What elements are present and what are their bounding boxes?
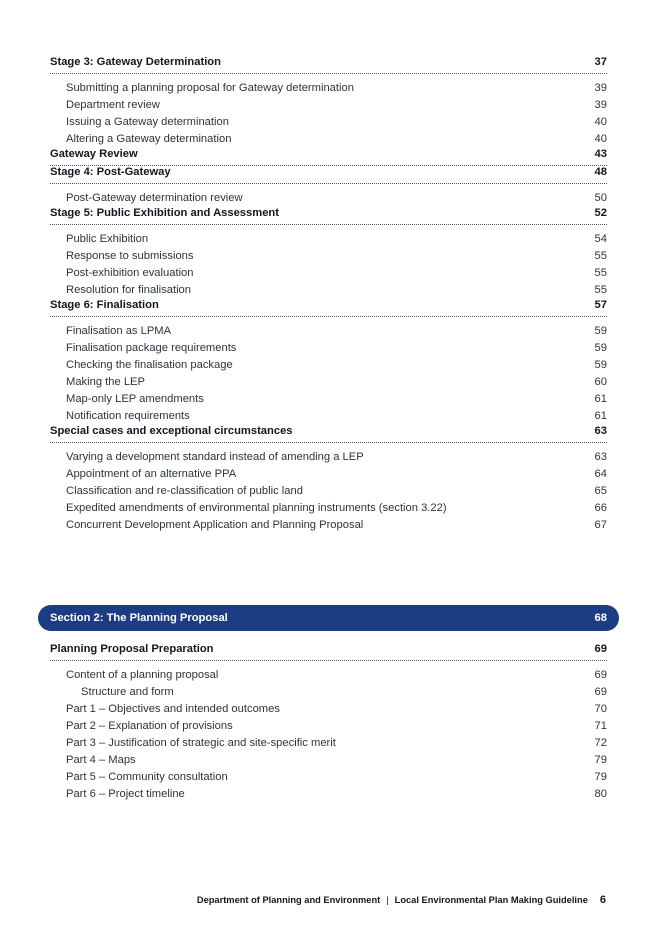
toc-entry-list — [50, 443, 607, 534]
toc-entry-page: 55 — [594, 250, 607, 262]
table-of-contents-part-1 — [50, 56, 607, 534]
toc-entry[interactable] — [50, 718, 607, 735]
toc-entry-page: 66 — [594, 502, 607, 514]
toc-entry-title: Finalisation as LPMA — [66, 325, 172, 337]
toc-entry-title: Making the LEP — [66, 376, 145, 388]
toc-entry-title: Structure and form — [81, 686, 174, 698]
toc-section-title: Stage 6: Finalisation — [50, 299, 159, 311]
toc-entry-page: 80 — [594, 788, 607, 800]
toc-entry-title: Response to submissions — [66, 250, 194, 262]
toc-entry[interactable] — [50, 500, 607, 517]
toc-entry-page: 59 — [594, 359, 607, 371]
toc-section-title: Special cases and exceptional circumstances — [50, 425, 293, 437]
toc-entry[interactable] — [50, 701, 607, 718]
toc-entry[interactable] — [50, 752, 607, 769]
toc-section-page: 63 — [594, 425, 607, 437]
toc-section — [50, 425, 607, 534]
toc-entry-title: Notification requirements — [66, 410, 190, 422]
toc-entry-title: Part 1 – Objectives and intended outcomes — [66, 703, 280, 715]
toc-entry-title: Checking the finalisation package — [66, 359, 233, 371]
toc-entry-title: Issuing a Gateway determination — [66, 116, 229, 128]
toc-entry-title: Post-exhibition evaluation — [66, 267, 194, 279]
toc-entry[interactable] — [50, 735, 607, 752]
toc-section-page: 48 — [594, 166, 607, 178]
toc-section-heading[interactable] — [50, 148, 607, 166]
toc-entry[interactable] — [50, 231, 607, 248]
toc-section — [50, 299, 607, 425]
toc-entry-page: 63 — [594, 451, 607, 463]
toc-entry-page: 69 — [594, 686, 607, 698]
toc-entry-page: 40 — [594, 116, 607, 128]
toc-entry-title: Expedited amendments of environmental planning instruments (section 3.22) — [66, 502, 447, 514]
toc-entry-title: Varying a development standard instead of amending a LEP — [66, 451, 364, 463]
toc-entry-title: Submitting a planning proposal for Gateway determination — [66, 82, 354, 94]
toc-entry-title: Content of a planning proposal — [66, 669, 219, 681]
toc-entry[interactable] — [50, 114, 607, 131]
toc-entry-page: 59 — [594, 342, 607, 354]
toc-entry-page: 59 — [594, 325, 607, 337]
toc-section-heading[interactable] — [50, 207, 607, 225]
toc-entry[interactable] — [50, 483, 607, 500]
toc-section-heading[interactable] — [50, 425, 607, 443]
toc-section — [50, 148, 607, 166]
toc-entry-title: Public Exhibition — [66, 233, 149, 245]
toc-section-title: Planning Proposal Preparation — [50, 643, 214, 655]
toc-section-page: 52 — [594, 207, 607, 219]
toc-entry[interactable] — [50, 323, 607, 340]
toc-section-heading[interactable] — [50, 299, 607, 317]
toc-entry-title: Part 5 – Community consultation — [66, 771, 228, 783]
table-of-contents-part-2 — [50, 643, 607, 803]
toc-entry-page: 64 — [594, 468, 607, 480]
toc-section — [50, 207, 607, 299]
toc-entry[interactable] — [50, 408, 607, 425]
toc-entry-list — [50, 661, 607, 803]
toc-entry-title: Map-only LEP amendments — [66, 393, 204, 405]
toc-entry-page: 65 — [594, 485, 607, 497]
toc-entry-page: 40 — [594, 133, 607, 145]
toc-entry[interactable] — [50, 684, 607, 701]
toc-entry[interactable] — [50, 667, 607, 684]
section-banner-title: Section 2: The Planning Proposal — [50, 612, 228, 624]
toc-section — [50, 643, 607, 803]
toc-entry[interactable] — [50, 97, 607, 114]
toc-entry-title: Resolution for finalisation — [66, 284, 191, 296]
toc-entry-page: 70 — [594, 703, 607, 715]
toc-entry-page: 69 — [594, 669, 607, 681]
toc-section-page: 57 — [594, 299, 607, 311]
footer-page-number: 6 — [599, 894, 606, 906]
section-banner[interactable] — [38, 605, 619, 631]
toc-section-page: 43 — [594, 148, 607, 160]
toc-entry-page: 79 — [594, 754, 607, 766]
toc-section-page: 37 — [594, 56, 607, 68]
toc-section-heading[interactable] — [50, 56, 607, 74]
toc-entry-title: Finalisation package requirements — [66, 342, 237, 354]
toc-section-title: Stage 3: Gateway Determination — [50, 56, 221, 68]
toc-entry-page: 54 — [594, 233, 607, 245]
toc-entry[interactable] — [50, 391, 607, 408]
toc-entry-page: 79 — [594, 771, 607, 783]
toc-entry-page: 55 — [594, 267, 607, 279]
section-banner-page: 68 — [594, 612, 607, 624]
toc-entry[interactable] — [50, 466, 607, 483]
toc-section-heading[interactable] — [50, 643, 607, 661]
toc-entry-title: Concurrent Development Application and Planning Proposal — [66, 519, 364, 531]
toc-section-heading[interactable] — [50, 166, 607, 184]
toc-entry[interactable] — [50, 786, 607, 803]
toc-entry[interactable] — [50, 517, 607, 534]
toc-entry-page: 39 — [594, 82, 607, 94]
toc-entry-list — [50, 74, 607, 148]
toc-entry[interactable] — [50, 131, 607, 148]
toc-entry[interactable] — [50, 80, 607, 97]
toc-entry[interactable] — [50, 190, 607, 207]
toc-entry-title: Altering a Gateway determination — [66, 133, 232, 145]
toc-entry-list — [50, 225, 607, 299]
toc-entry-page: 55 — [594, 284, 607, 296]
toc-entry-title: Classification and re-classification of public land — [66, 485, 303, 497]
toc-entry-page: 50 — [594, 192, 607, 204]
toc-entry[interactable] — [50, 449, 607, 466]
toc-entry-page: 61 — [594, 410, 607, 422]
toc-entry[interactable] — [50, 769, 607, 786]
toc-entry-title: Department review — [66, 99, 160, 111]
toc-section-title: Stage 5: Public Exhibition and Assessment — [50, 207, 279, 219]
toc-entry-title: Part 4 – Maps — [66, 754, 136, 766]
toc-entry[interactable] — [50, 265, 607, 282]
toc-entry[interactable] — [50, 357, 607, 374]
toc-entry[interactable] — [50, 374, 607, 391]
footer-guideline-title: Local Environmental Plan Making Guideline — [394, 895, 588, 905]
toc-entry[interactable] — [50, 248, 607, 265]
toc-section — [50, 56, 607, 148]
toc-entry-page: 60 — [594, 376, 607, 388]
toc-entry-page: 72 — [594, 737, 607, 749]
toc-section-page: 69 — [594, 643, 607, 655]
toc-entry-page: 67 — [594, 519, 607, 531]
toc-entry-title: Appointment of an alternative PPA — [66, 468, 237, 480]
toc-entry-list — [50, 317, 607, 425]
toc-section-title: Stage 4: Post-Gateway — [50, 166, 171, 178]
toc-entry-title: Part 6 – Project timeline — [66, 788, 185, 800]
toc-section-title: Gateway Review — [50, 148, 138, 160]
toc-entry-title: Post-Gateway determination review — [66, 192, 243, 204]
toc-entry-page: 61 — [594, 393, 607, 405]
toc-entry[interactable] — [50, 282, 607, 299]
toc-section — [50, 166, 607, 207]
toc-entry-page: 71 — [594, 720, 607, 732]
toc-entry-title: Part 3 – Justification of strategic and site-specific merit — [66, 737, 336, 749]
toc-entry-page: 39 — [594, 99, 607, 111]
toc-entry-title: Part 2 – Explanation of provisions — [66, 720, 233, 732]
footer-separator: | — [386, 895, 389, 905]
toc-entry-list — [50, 184, 607, 207]
toc-entry[interactable] — [50, 340, 607, 357]
page-footer — [197, 894, 606, 906]
footer-department: Department of Planning and Environment — [196, 895, 381, 905]
